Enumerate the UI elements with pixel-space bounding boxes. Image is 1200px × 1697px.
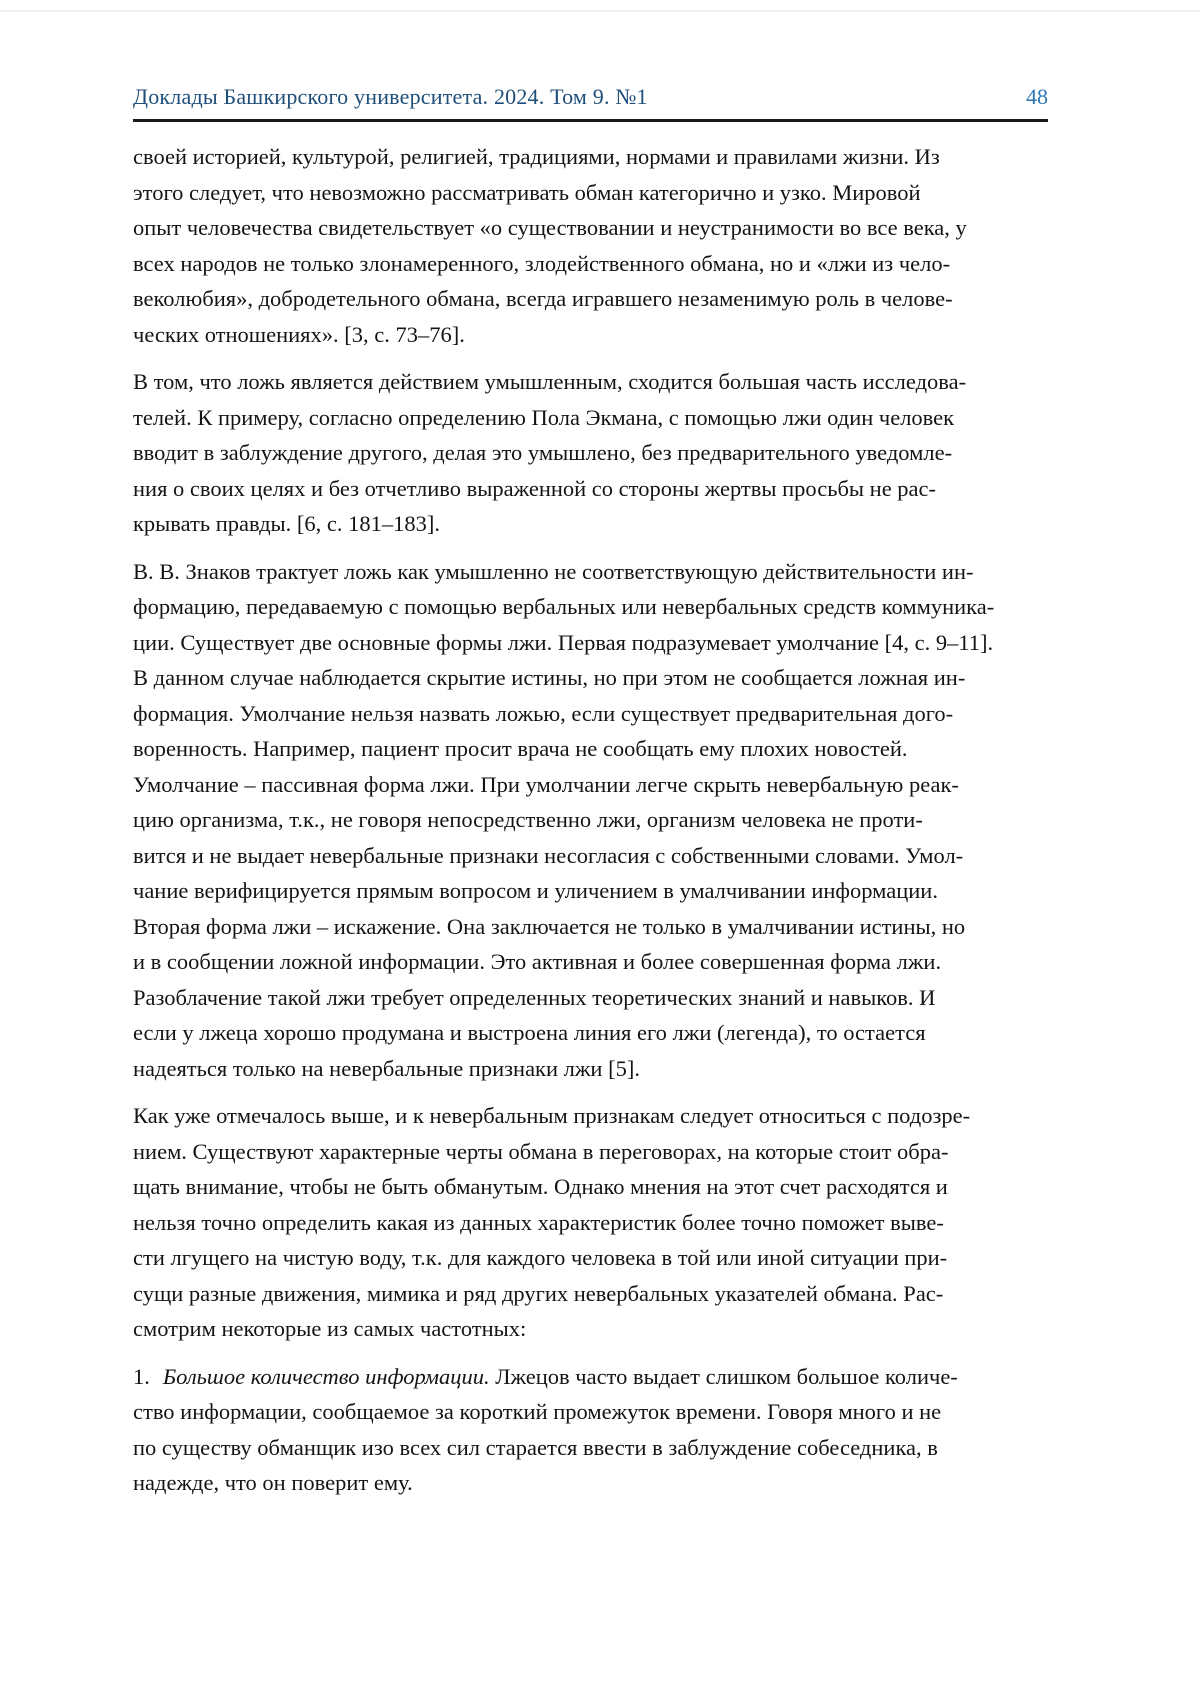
page-body	[133, 139, 1048, 1501]
page-header	[133, 84, 1048, 110]
item-text: Лжецов часто выдает слишком большое количе- ство информации, сообщаемое за короткий промежуток времени. Говоря много и не по существу обманщик изо всех сил старается ввести в заблуждение собеседника, в надежде, что он поверит ему.	[133, 1363, 958, 1495]
paragraph-2: В том, что ложь является действием умышленным, сходится большая часть исследова- телей. К примеру, согласно определению Пола Экмана, с помощью лжи один человек вводит в заблуждение другого, делая это умышлено, без предварительного уведомле- ния о своих целях и без отчетливо выраженной со стороны жертвы просьбы не рас- крывать правды. [6, с. 181–183].	[133, 369, 967, 536]
page-number: 48	[1026, 84, 1048, 109]
numbered-list-item-1	[133, 1359, 1048, 1501]
paragraph-4: Как уже отмечалось выше, и к невербальным признакам следует относиться с подозре- нием. Существуют характерные черты обмана в переговорах, на которые стоит обра- щать внимание, чтобы не быть обманутым. Однако мнения на этот счет расходятся и нельзя точно определить какая из данных характеристик более точно поможет выве- сти лгущего на чистую воду, т.к. для каждого человека в той или иной ситуации при- сущи разные движения, мимика и ряд других невербальных указателей обмана. Рас- смотрим некоторые из самых частотных:	[133, 1103, 971, 1341]
paragraph-1: своей историей, культурой, религией, традициями, нормами и правилами жизни. Из этого следует, что невозможно рассматривать обман категорично и узко. Мировой опыт человечества свидетельствует «о существовании и неустранимости во все века, у всех народов не только злонамеренного, злодейственного обмана, но и «лжи из чело- веколюбия», добродетельного обмана, всегда игравшего незаменимую роль в челове- ческих отношениях». [3, с. 73–76].	[133, 144, 967, 347]
item-lead-italic: Большое количество информации.	[162, 1363, 490, 1389]
header-rule	[133, 119, 1048, 122]
item-number: 1.	[133, 1363, 150, 1389]
journal-title: Доклады Башкирского университета. 2024. Том 9. №1	[133, 84, 648, 109]
scan-artifact-line	[0, 10, 1200, 12]
paragraph-3: В. В. Знаков трактует ложь как умышленно не соответствующую действительности ин- формацию, передаваемую с помощью вербальных или невербальных средств коммуника- ции. Существует две основные формы лжи. Первая подразумевает умолчание [4, с. 9–11]. В данном случае наблюдается скрытие истины, но при этом не сообщается ложная ин- формация. Умолчание нельзя назвать ложью, если существует предварительная дого- воренность. Например, пациент просит врача не сообщать ему плохих новостей. Умолчание – пассивная форма лжи. При умолчании легче скрыть невербальную реак- цию организма, т.к., не говоря непосредственно лжи, организм человека не проти- вится и не выдает невербальные признаки несогласия с собственными словами. Умол- чание верифицируется прямым вопросом и уличением в умалчивании информации. Вторая форма лжи – искажение. Она заключается не только в умалчивании истины, но и в сообщении ложной информации. Это активная и более совершенная форма лжи. Разоблачение такой лжи требует определенных теоретических знаний и навыков. И если у лжеца хорошо продумана и выстроена линия его лжи (легенда), то остается надеяться только на невербальные признаки лжи [5].	[133, 558, 995, 1081]
